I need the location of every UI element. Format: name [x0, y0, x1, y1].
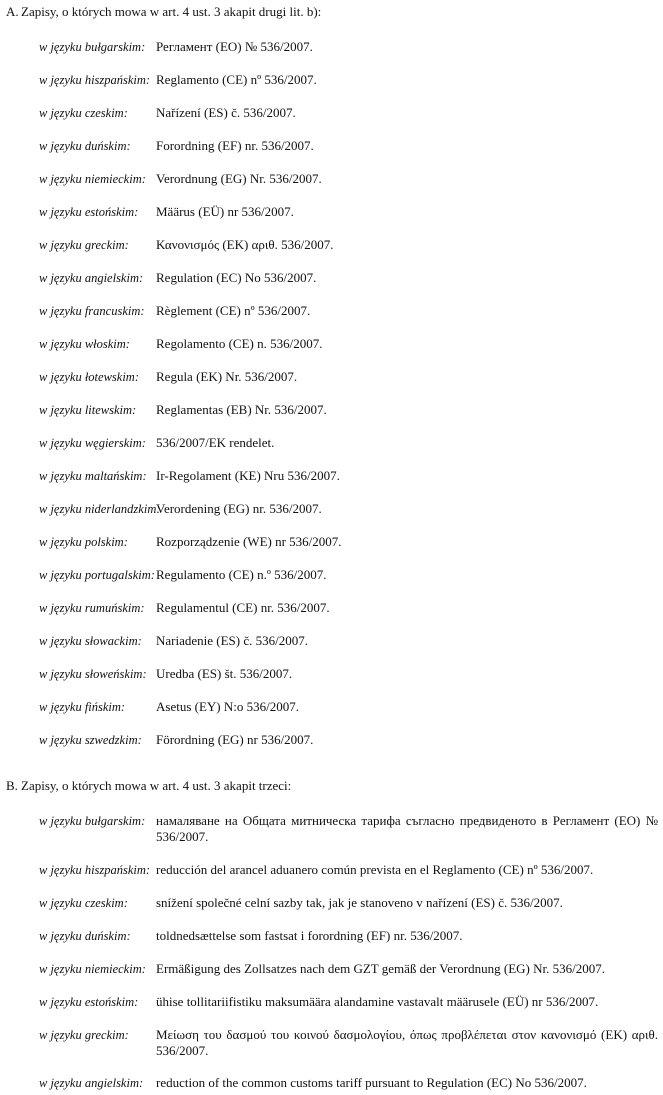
language-label: w języku estońskim: — [39, 205, 139, 219]
language-label: w języku słoweńskim: — [39, 667, 147, 681]
regulation-text: Reglamento (CE) nº 536/2007. — [156, 72, 317, 87]
tariff-text: toldnedsættelse som fastsat i forordning (EF) nr. 536/2007. — [156, 928, 463, 943]
language-label: w języku estońskim: — [39, 995, 139, 1009]
regulation-text: Regulamento (CE) n.º 536/2007. — [156, 567, 327, 582]
section-a-intro: Zapisy, o których mowa w art. 4 ust. 3 akapit drugi lit. b): — [21, 4, 322, 19]
tariff-text: намаляване на Общата митническа тарифа съгласно предвиденото в Регламент (ЕО) № 536/2007. — [156, 813, 658, 844]
regulation-text: Ir-Regolament (KE) Nru 536/2007. — [156, 468, 340, 483]
section-b-letter: B. — [6, 778, 18, 793]
language-label: w języku duńskim: — [39, 929, 131, 943]
regulation-text: Asetus (EY) N:o 536/2007. — [156, 699, 299, 714]
language-label: w języku portugalskim: — [39, 568, 155, 582]
tariff-text: snížení společné celní sazby tak, jak je stanoveno v nařízení (ES) č. 536/2007. — [156, 895, 563, 910]
language-label: w języku angielskim: — [39, 1076, 144, 1090]
tariff-text: Ermäßigung des Zollsatzes nach dem GZT gemäß der Verordnung (EG) Nr. 536/2007. — [156, 961, 605, 976]
language-label: w języku bułgarskim: — [39, 814, 146, 828]
section-b-heading — [6, 778, 291, 794]
language-label: w języku niemieckim: — [39, 172, 146, 186]
regulation-text: Règlement (CE) nº 536/2007. — [156, 303, 311, 318]
language-label: w języku słowackim: — [39, 634, 142, 648]
regulation-text: Määrus (EÜ) nr 536/2007. — [156, 204, 294, 219]
regulation-text: Verordening (EG) nr. 536/2007. — [156, 501, 322, 516]
section-a-letter: A. — [6, 4, 19, 19]
language-label: w języku czeskim: — [39, 896, 128, 910]
language-label: w języku maltańskim: — [39, 469, 147, 483]
regulation-text: Regula (EK) Nr. 536/2007. — [156, 369, 298, 384]
section-b-intro: Zapisy, o których mowa w art. 4 ust. 3 akapit trzeci: — [21, 778, 292, 793]
language-label: w języku czeskim: — [39, 106, 128, 120]
language-label: w języku angielskim: — [39, 271, 144, 285]
section-a-heading — [6, 4, 321, 20]
regulation-text: Forordning (EF) nr. 536/2007. — [156, 138, 314, 153]
tariff-text: ühise tollitariifistiku maksumäära alandamine vastavalt määrusele (EÜ) nr 536/2007. — [156, 994, 599, 1009]
language-label: w języku francuskim: — [39, 304, 145, 318]
language-label: w języku łotewskim: — [39, 370, 139, 384]
regulation-text: Nariadenie (ES) č. 536/2007. — [156, 633, 308, 648]
regulation-text: Regulamentul (CE) nr. 536/2007. — [156, 600, 330, 615]
language-label: w języku hiszpańskim: — [39, 73, 151, 87]
language-label: w języku włoskim: — [39, 337, 130, 351]
language-label: w języku hiszpańskim: — [39, 863, 151, 877]
language-label: w języku węgierskim: — [39, 436, 146, 450]
language-label: w języku rumuńskim: — [39, 601, 145, 615]
language-label: w języku polskim: — [39, 535, 128, 549]
tariff-text: Μείωση του δασμού του κοινού δασμολογίου, όπως προβλέπεται στον κανονισμό (ΕΚ) αριθ. 536/2007. — [156, 1027, 658, 1058]
regulation-text: 536/2007/EK rendelet. — [156, 435, 275, 450]
language-label: w języku duńskim: — [39, 139, 131, 153]
regulation-text: Uredba (ES) št. 536/2007. — [156, 666, 293, 681]
tariff-text: reduction of the common customs tariff pursuant to Regulation (EC) No 536/2007. — [156, 1075, 587, 1090]
language-label: w języku litewskim: — [39, 403, 137, 417]
regulation-text: Регламент (ЕО) № 536/2007. — [156, 39, 313, 54]
regulation-text: Nařízení (ES) č. 536/2007. — [156, 105, 296, 120]
language-label: w języku greckim: — [39, 238, 129, 252]
regulation-text: Rozporządzenie (WE) nr 536/2007. — [156, 534, 342, 549]
language-label: w języku niemieckim: — [39, 962, 146, 976]
language-label: w języku niderlandzkim: — [39, 502, 161, 516]
regulation-text: Förordning (EG) nr 536/2007. — [156, 732, 314, 747]
tariff-text: reducción del arancel aduanero común prevista en el Reglamento (CE) nº 536/2007. — [156, 862, 594, 877]
language-label: w języku greckim: — [39, 1028, 129, 1042]
language-label: w języku fińskim: — [39, 700, 126, 714]
regulation-text: Regulation (EC) No 536/2007. — [156, 270, 317, 285]
regulation-text: Κανονισμός (ΕΚ) αριθ. 536/2007. — [156, 237, 334, 252]
regulation-text: Regolamento (CE) n. 536/2007. — [156, 336, 323, 351]
regulation-text: Verordnung (EG) Nr. 536/2007. — [156, 171, 322, 186]
language-label: w języku bułgarskim: — [39, 40, 146, 54]
language-label: w języku szwedzkim: — [39, 733, 142, 747]
regulation-text: Reglamentas (EB) Nr. 536/2007. — [156, 402, 327, 417]
